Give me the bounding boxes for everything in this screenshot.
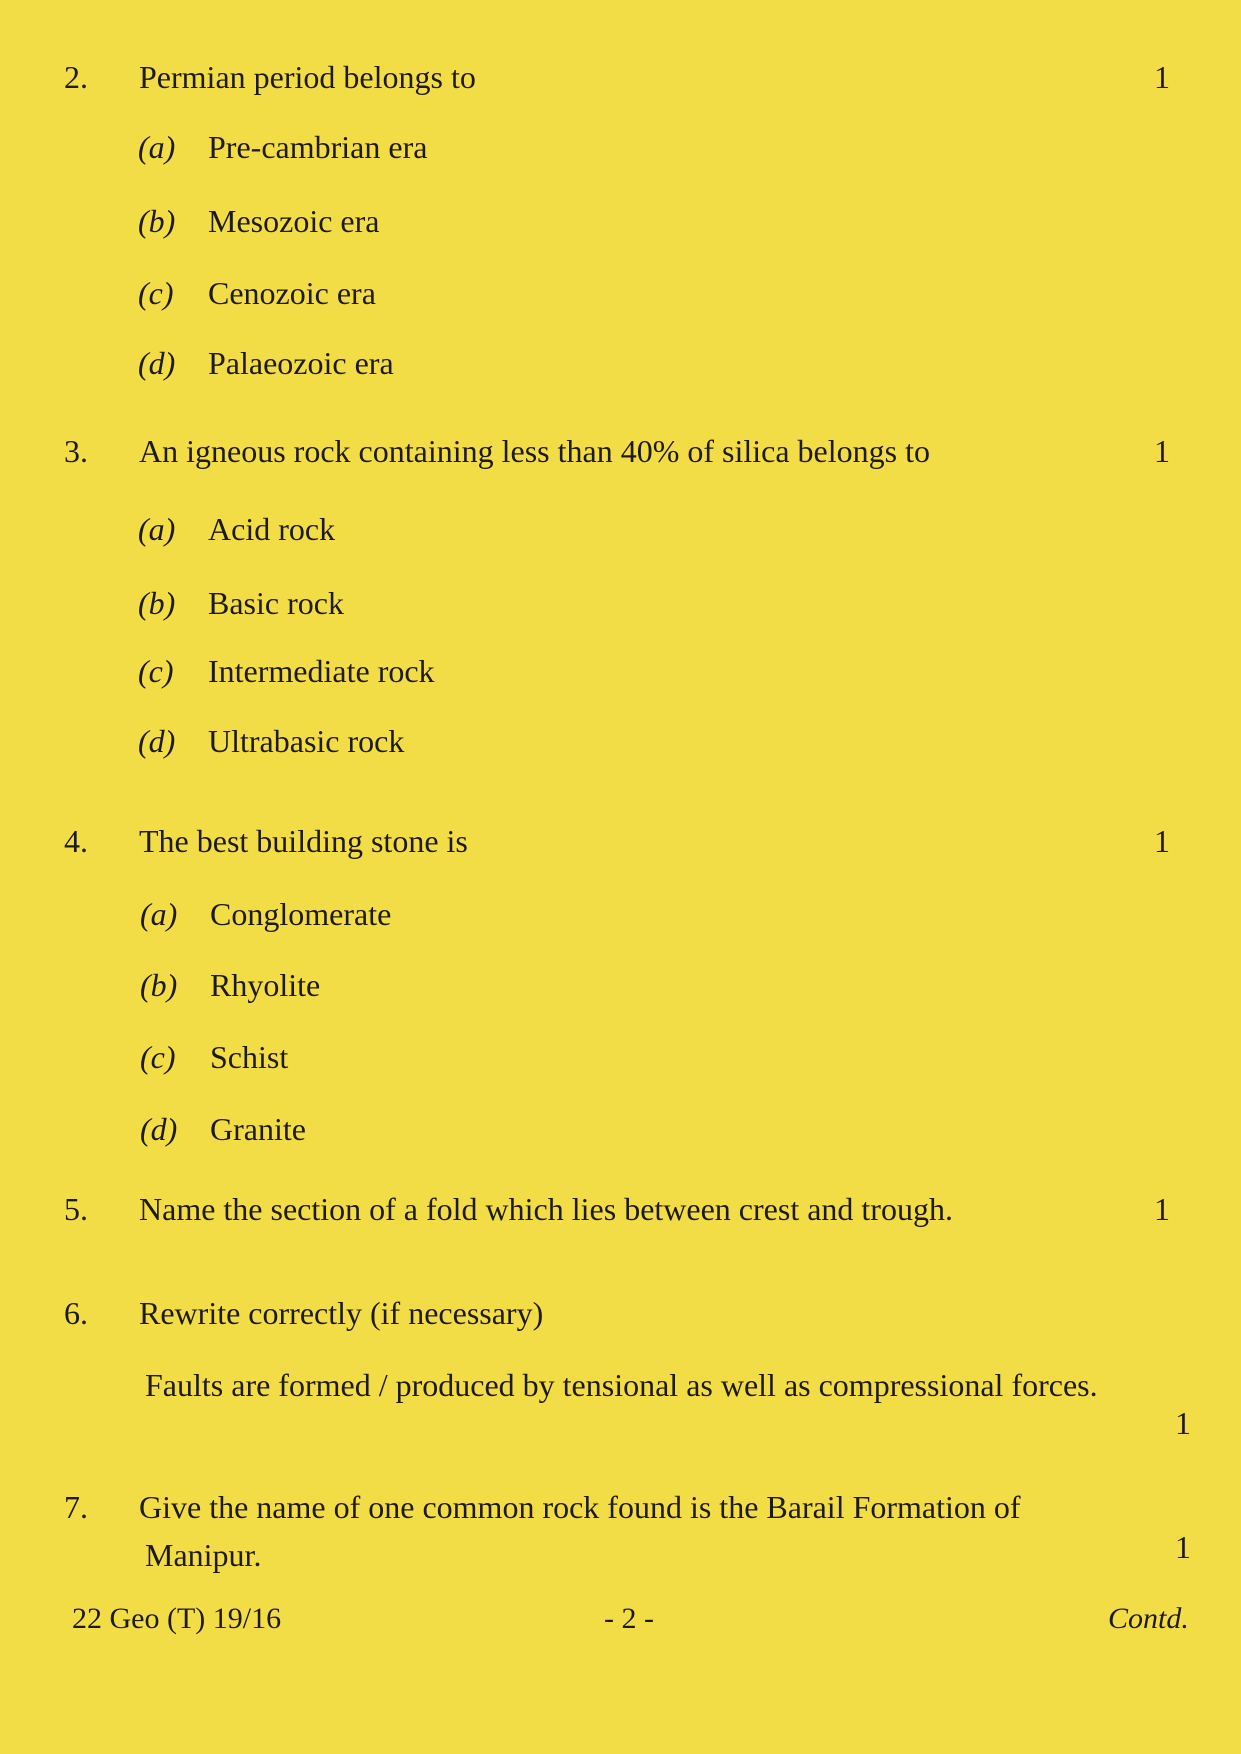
option-text: Cenozoic era [208, 275, 376, 311]
option-label: (a) [138, 129, 176, 165]
question-2 [64, 58, 1194, 98]
option-label: (d) [138, 345, 176, 381]
question-text: The best building stone is [139, 823, 468, 859]
option-4a [140, 895, 391, 933]
question-marks: 1 [1154, 1191, 1170, 1227]
question-6-marks: 1 [1175, 1405, 1191, 1441]
question-6 [64, 1294, 1194, 1334]
option-label: (c) [140, 1039, 176, 1075]
option-3b [138, 584, 344, 622]
question-5 [64, 1190, 1194, 1230]
question-text: Rewrite correctly (if necessary) [139, 1295, 544, 1331]
exam-code: 22 Geo (T) 19/16 [72, 1602, 282, 1635]
question-4 [64, 822, 1194, 862]
question-7-marks: 1 [1175, 1529, 1191, 1565]
continued-label: Contd. [1108, 1602, 1189, 1635]
question-text: An igneous rock containing less than 40% of silica belongs to [139, 433, 930, 469]
question-7 [64, 1488, 1194, 1528]
option-3a [138, 510, 335, 548]
question-number: 7. [64, 1489, 88, 1525]
option-text: Basic rock [208, 585, 344, 621]
option-text: Palaeozoic era [208, 345, 394, 381]
page-number: - 2 - [604, 1602, 654, 1635]
question-text: Name the section of a fold which lies between crest and trough. [139, 1191, 953, 1227]
option-4d [140, 1110, 306, 1148]
question-number: 6. [64, 1295, 88, 1331]
question-text: Permian period belongs to [139, 59, 476, 95]
option-4b [140, 966, 320, 1004]
option-text: Mesozoic era [208, 203, 380, 239]
option-4c [140, 1038, 288, 1076]
question-number: 3. [64, 433, 88, 469]
question-text: Give the name of one common rock found is the Barail Formation of [139, 1489, 1021, 1525]
option-label: (c) [138, 653, 174, 689]
option-text: Granite [210, 1111, 306, 1147]
option-text: Acid rock [208, 511, 336, 547]
option-label: (a) [138, 511, 176, 547]
question-number: 4. [64, 823, 88, 859]
option-text: Conglomerate [210, 896, 392, 932]
question-marks: 1 [1154, 433, 1170, 469]
question-number: 2. [64, 59, 88, 95]
option-2a [138, 128, 427, 166]
option-label: (b) [138, 585, 176, 621]
option-2d [138, 344, 394, 382]
option-text: Schist [210, 1039, 289, 1075]
option-3d [138, 722, 404, 760]
option-text: Ultrabasic rock [208, 723, 405, 759]
option-label: (a) [140, 896, 178, 932]
option-label: (b) [138, 203, 176, 239]
option-label: (d) [140, 1111, 178, 1147]
question-marks: 1 [1154, 823, 1170, 859]
question-7-line2: Manipur. [145, 1537, 262, 1573]
option-label: (c) [138, 275, 174, 311]
question-3 [64, 432, 1194, 472]
question-6-statement: Faults are formed / produced by tensional as well as compressional forces. [145, 1367, 1098, 1403]
option-text: Rhyolite [210, 967, 321, 1003]
option-label: (b) [140, 967, 178, 1003]
option-text: Intermediate rock [208, 653, 435, 689]
option-2c [138, 274, 376, 312]
option-label: (d) [138, 723, 176, 759]
option-3c [138, 652, 435, 690]
question-marks: 1 [1154, 59, 1170, 95]
question-number: 5. [64, 1191, 88, 1227]
option-text: Pre-cambrian era [208, 129, 428, 165]
option-2b [138, 202, 379, 240]
